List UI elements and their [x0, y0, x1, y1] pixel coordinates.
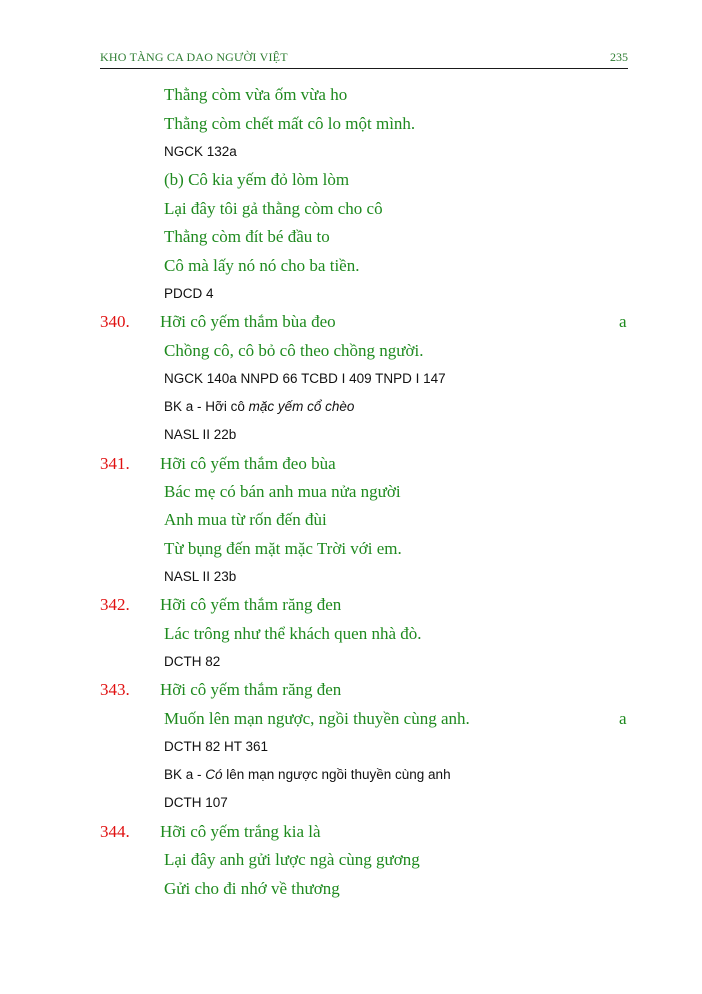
- source-reference: DCTH 82: [164, 654, 221, 669]
- source-reference: DCTH 82 HT 361: [164, 739, 269, 754]
- source-reference: PDCD 4: [164, 286, 214, 301]
- source-reference: NASL II 23b: [164, 569, 237, 584]
- source-reference: NGCK 132a: [164, 144, 237, 159]
- verse-line: Thằng còm chết mất cô lo một mình.: [164, 114, 416, 133]
- variant-marker: a: [619, 709, 627, 728]
- verse-line: Hỡi cô yếm thắm bùa đeo: [160, 312, 336, 331]
- verse-line: Gửi cho đi nhớ về thương: [164, 879, 340, 898]
- entry-number: 344.: [100, 822, 130, 841]
- variant-note: [164, 399, 354, 414]
- entry-number: 343.: [100, 680, 130, 699]
- source-reference: NGCK 140a NNPD 66 TCBD I 409 TNPD I 147: [164, 371, 446, 386]
- verse-line: Chồng cô, cô bỏ cô theo chồng người.: [164, 341, 424, 360]
- entry-number: 340.: [100, 312, 130, 331]
- source-reference: DCTH 107: [164, 795, 228, 810]
- page-number: 235: [610, 50, 628, 64]
- variant-note-rest: lên mạn ngược ngồi thuyền cùng anh: [222, 767, 451, 782]
- verse-line: Bác mẹ có bán anh mua nửa người: [164, 482, 401, 501]
- verse-line: Hỡi cô yếm trắng kia là: [160, 822, 321, 841]
- verse-line: Từ bụng đến mặt mặc Trời với em.: [164, 539, 402, 558]
- verse-line: Hỡi cô yếm thắm đeo bùa: [160, 454, 336, 473]
- verse-line: Lác trông như thể khách quen nhà đò.: [164, 624, 422, 643]
- verse-line: (b) Cô kia yếm đỏ lòm lòm: [164, 170, 350, 189]
- verse-line: Thằng còm vừa ốm vừa ho: [164, 85, 348, 104]
- entry-number: 342.: [100, 595, 130, 614]
- source-reference: NASL II 22b: [164, 427, 237, 442]
- verse-line: Lại đây tôi gả thằng còm cho cô: [164, 199, 383, 218]
- book-title: KHO TÀNG CA DAO NGƯỜI VIỆT: [100, 50, 288, 64]
- running-header: [100, 48, 628, 69]
- variant-note-prefix: BK a -: [164, 767, 206, 782]
- verse-line: Hỡi cô yếm thắm răng đen: [160, 680, 342, 699]
- verse-line: Cô mà lấy nó nó cho ba tiền.: [164, 256, 360, 275]
- entry-number: 341.: [100, 454, 130, 473]
- verse-line: Anh mua từ rốn đến đùi: [164, 510, 327, 529]
- variant-note-italic: Có: [205, 767, 223, 782]
- variant-note-italic: mặc yếm cổ chèo: [248, 399, 355, 414]
- verse-line: Muốn lên mạn ngược, ngồi thuyền cùng anh.: [164, 709, 470, 728]
- variant-note-prefix: BK a - Hỡi cô: [164, 399, 249, 414]
- verse-line: Lại đây anh gửi lược ngà cùng gương: [164, 850, 420, 869]
- verse-line: Thằng còm đít bé đầu to: [164, 227, 330, 246]
- variant-note: [164, 767, 451, 782]
- verse-line: Hỡi cô yếm thắm răng đen: [160, 595, 342, 614]
- variant-marker: a: [619, 312, 627, 331]
